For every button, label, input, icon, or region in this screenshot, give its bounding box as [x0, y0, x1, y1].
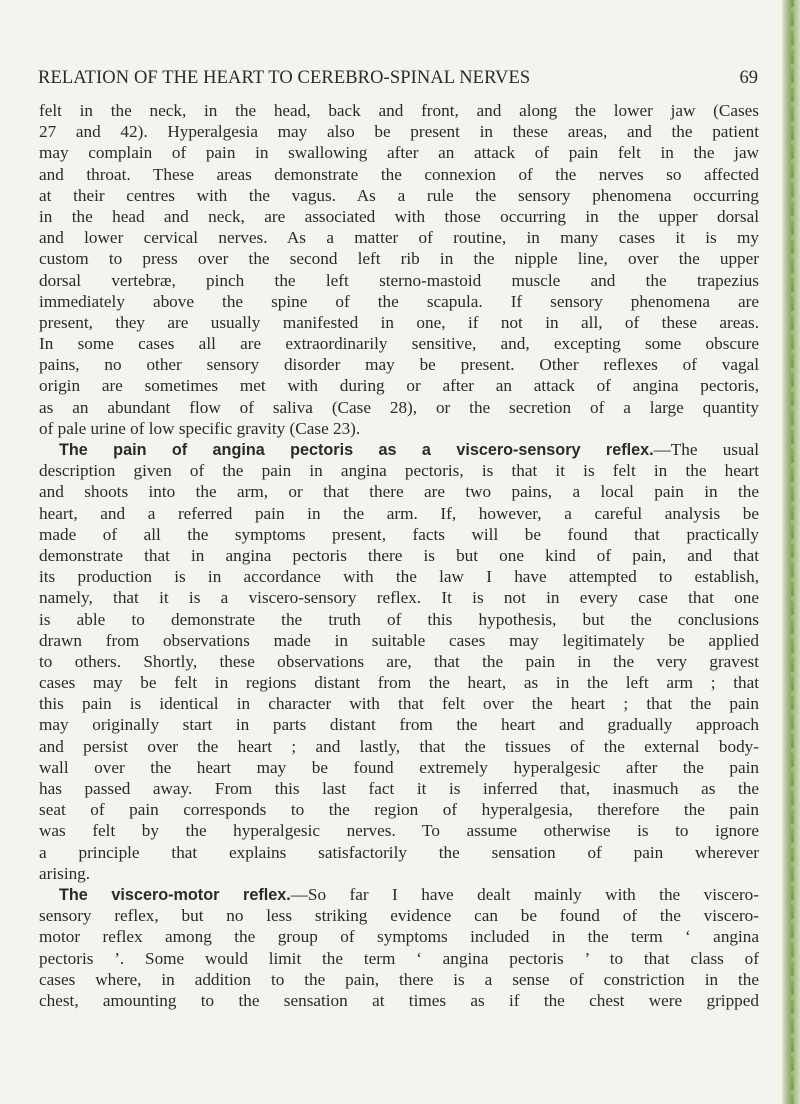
text-line: made of all the symptoms present, facts will be found that practically — [39, 524, 759, 544]
text-line: a principle that explains satisfactorily the sensation of pain wherever — [39, 842, 759, 862]
section-heading-line — [39, 439, 759, 460]
text-line: pectoris ’. Some would limit the term ‘ angina pectoris ’ to that class of — [39, 948, 759, 968]
text-line: has passed away. From this last fact it is inferred that, inasmuch as the — [39, 779, 759, 798]
text-line: was felt by the hyperalgesic nerves. To assume otherwise is to ignore — [39, 821, 759, 841]
text-line: motor reflex among the group of symptoms included in the term ‘ angina — [39, 927, 759, 947]
text-line: demonstrate that in angina pectoris there is but one kind of pain, and that — [39, 545, 759, 565]
heading-line-continuation: —The usual — [653, 440, 759, 459]
text-line: as an abundant flow of saliva (Case 28), or the secretion of a large quantity — [39, 397, 759, 417]
text-line: pains, no other sensory disorder may be present. Other reflexes of vagal — [39, 355, 759, 375]
heading-line-continuation: —So far I have dealt mainly with the viscero- — [290, 884, 759, 904]
text-line: may complain of pain in swallowing after an attack of pain felt in the jaw — [39, 143, 759, 163]
text-line: sensory reflex, but no less striking evidence can be found of the viscero- — [39, 906, 759, 926]
text-line: drawn from observations made in suitable cases may legitimately be applied — [39, 630, 759, 650]
body-text — [39, 100, 759, 1011]
text-line: may originally start in parts distant from the heart and gradually approach — [39, 715, 759, 735]
page-header — [38, 68, 760, 90]
text-line: this pain is identical in character with that felt over the heart ; that the pain — [39, 694, 759, 714]
text-line: origin are sometimes met with during or after an attack of angina pectoris, — [39, 376, 759, 396]
text-line: In some cases all are extraordinarily sensitive, and, excepting some obscure — [39, 334, 759, 354]
text-line: heart, and a referred pain in the arm. If, however, a careful analysis be — [39, 503, 759, 523]
text-line: and shoots into the arm, or that there are two pains, a local pain in the — [39, 482, 759, 502]
section-heading: The pain of angina pectoris as a viscero-sensory reflex. — [59, 441, 654, 459]
section-heading-line — [39, 884, 759, 905]
text-line: and persist over the heart ; and lastly, that the tissues of the external body- — [39, 736, 759, 756]
text-line: present, they are usually manifested in one, if not in all, of these areas. — [39, 312, 759, 332]
text-line: 27 and 42). Hyperalgesia may also be present in these areas, and the patient — [39, 122, 759, 142]
text-line: chest, amounting to the sensation at times as if the chest were gripped — [39, 990, 759, 1010]
text-line: at their centres with the vagus. As a rule the sensory phenomena occurring — [39, 185, 759, 205]
text-line: namely, that it is a viscero-sensory reflex. It is not in every case that one — [39, 588, 759, 608]
text-line: wall over the heart may be found extremely hyperalgesic after the pain — [39, 757, 759, 777]
text-line: and throat. These areas demonstrate the connexion of the nerves so affected — [39, 164, 759, 184]
text-line: in the head and neck, are associated with those occurring in the upper dorsal — [39, 206, 759, 226]
text-line: seat of pain corresponds to the region of hyperalgesia, therefore the pain — [39, 800, 759, 820]
text-line: cases may be felt in regions distant from the heart, as in the left arm ; that — [39, 673, 759, 693]
text-line: arising. — [39, 863, 91, 883]
page-edge — [782, 0, 800, 1104]
text-line: immediately above the spine of the scapula. If sensory phenomena are — [39, 291, 759, 311]
text-line: custom to press over the second left rib in the nipple line, over the upper — [39, 249, 759, 269]
running-title: RELATION OF THE HEART TO CEREBRO-SPINAL NERVES — [38, 68, 531, 88]
page-edge-texture — [791, 0, 794, 1104]
text-line: of pale urine of low specific gravity (Case 23). — [39, 418, 361, 438]
text-line: description given of the pain in angina pectoris, is that it is felt in the heart — [39, 461, 759, 481]
text-line: its production is in accordance with the law I have attempted to establish, — [39, 567, 759, 587]
text-line: dorsal vertebræ, pinch the left sterno-mastoid muscle and the trapezius — [39, 270, 759, 290]
page-number: 69 — [739, 68, 758, 88]
section-heading: The viscero-motor reflex. — [59, 885, 291, 904]
text-line: felt in the neck, in the head, back and front, and along the lower jaw (Cases — [39, 101, 759, 120]
text-line: cases where, in addition to the pain, there is a sense of constriction in the — [39, 969, 759, 989]
text-line: to others. Shortly, these observations are, that the pain in the very gravest — [39, 651, 759, 671]
text-line: and lower cervical nerves. As a matter of routine, in many cases it is my — [39, 228, 759, 248]
text-line: is able to demonstrate the truth of this hypothesis, but the conclusions — [39, 609, 759, 629]
